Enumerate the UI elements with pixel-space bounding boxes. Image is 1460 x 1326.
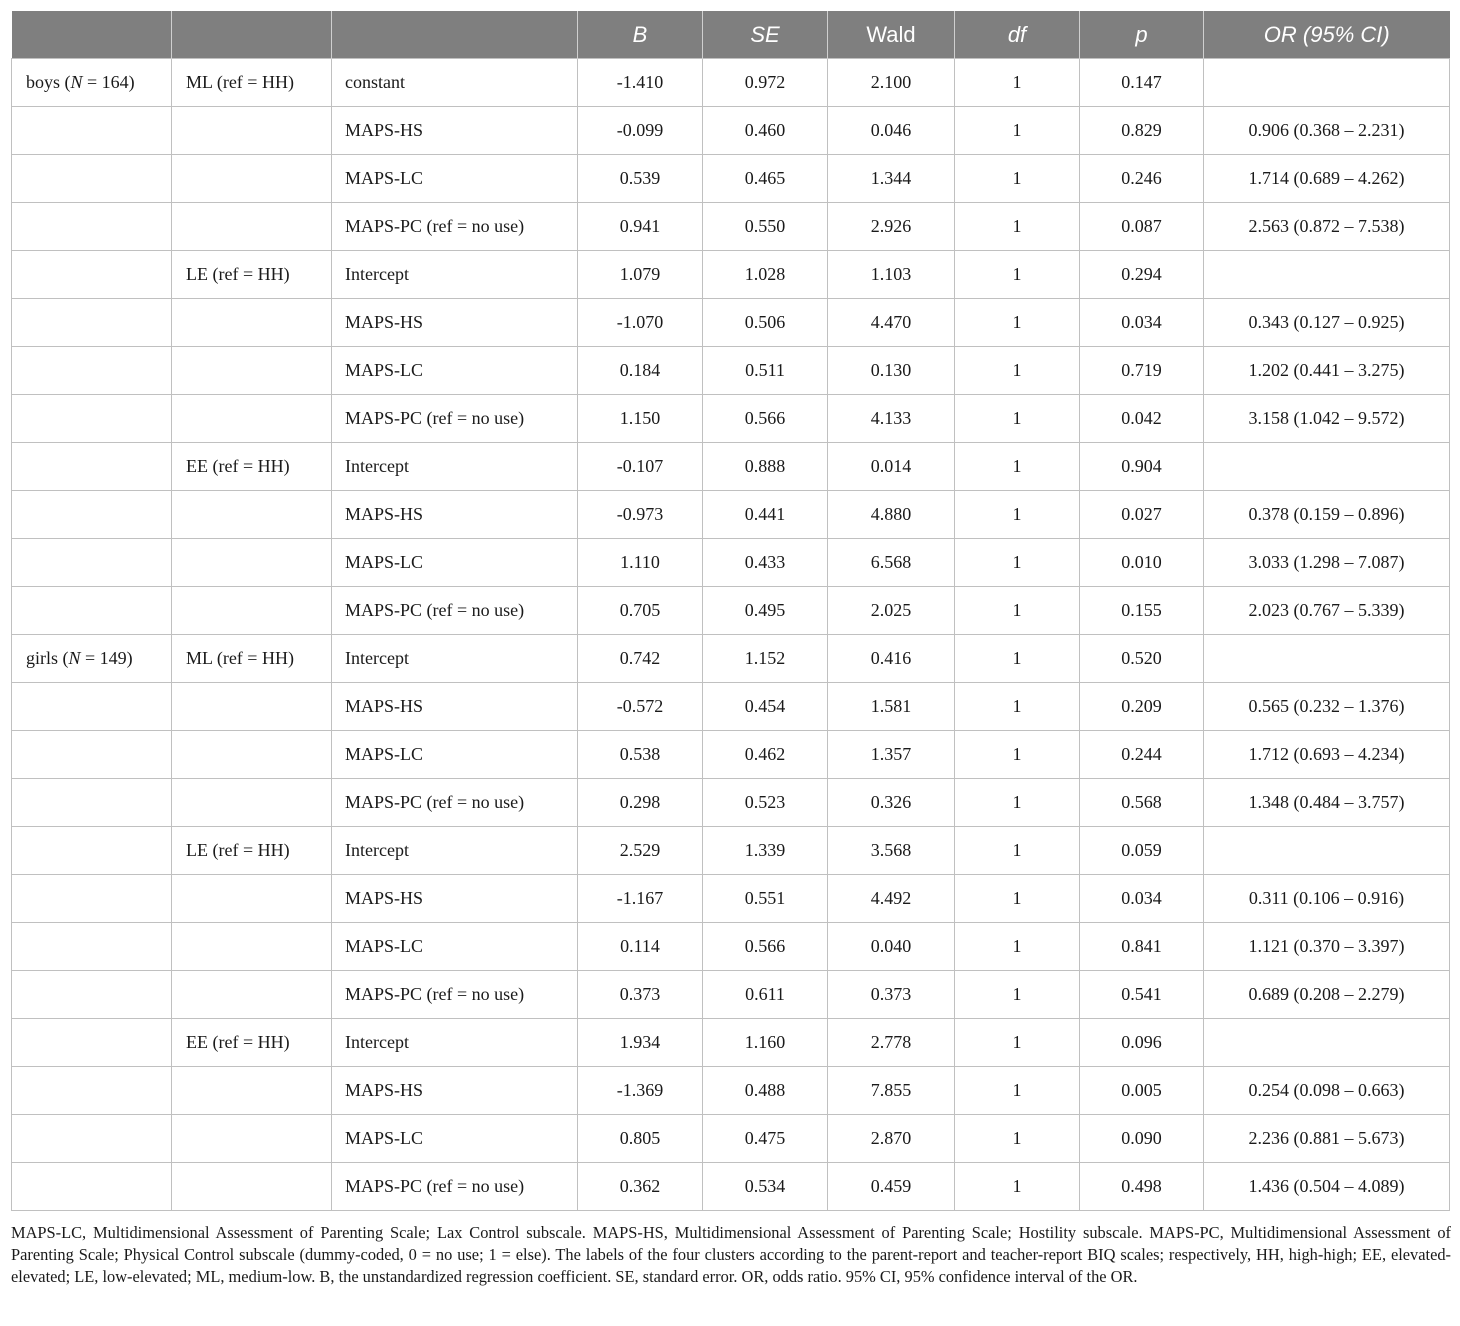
- se-cell: 0.972: [703, 59, 828, 107]
- df-cell: 1: [955, 971, 1080, 1019]
- p-cell: 0.520: [1080, 635, 1204, 683]
- table-row: [12, 59, 1450, 107]
- or-cell: 2.236 (0.881 – 5.673): [1204, 1115, 1450, 1163]
- p-cell: 0.059: [1080, 827, 1204, 875]
- term-cell: Intercept: [332, 251, 578, 299]
- wald-cell: 3.568: [828, 827, 955, 875]
- df-cell: 1: [955, 1019, 1080, 1067]
- se-cell: 0.462: [703, 731, 828, 779]
- regression-table: [11, 11, 1450, 1211]
- b-cell: 0.362: [578, 1163, 703, 1211]
- b-cell: 1.934: [578, 1019, 703, 1067]
- wald-cell: 2.926: [828, 203, 955, 251]
- p-cell: 0.027: [1080, 491, 1204, 539]
- group-label-cell: [12, 539, 172, 587]
- b-cell: -0.099: [578, 107, 703, 155]
- p-cell: 0.090: [1080, 1115, 1204, 1163]
- se-cell: 0.433: [703, 539, 828, 587]
- df-cell: 1: [955, 923, 1080, 971]
- group-label-cell: [12, 443, 172, 491]
- group-label-cell: [12, 683, 172, 731]
- table-row: [12, 827, 1450, 875]
- wald-cell: 1.581: [828, 683, 955, 731]
- wald-cell: 2.100: [828, 59, 955, 107]
- or-cell: [1204, 635, 1450, 683]
- group-label-cell: [12, 347, 172, 395]
- se-cell: 0.511: [703, 347, 828, 395]
- b-cell: 2.529: [578, 827, 703, 875]
- b-cell: 0.539: [578, 155, 703, 203]
- df-cell: 1: [955, 491, 1080, 539]
- cluster-label-cell: [172, 683, 332, 731]
- table-row: [12, 923, 1450, 971]
- cluster-label-cell: [172, 539, 332, 587]
- group-label-cell: [12, 635, 172, 683]
- b-cell: 0.373: [578, 971, 703, 1019]
- term-cell: MAPS-HS: [332, 107, 578, 155]
- b-cell: -1.410: [578, 59, 703, 107]
- header-row: [12, 11, 1450, 59]
- p-cell: 0.147: [1080, 59, 1204, 107]
- table-row: [12, 539, 1450, 587]
- wald-cell: 2.870: [828, 1115, 955, 1163]
- cluster-label-cell: [172, 395, 332, 443]
- group-label-cell: [12, 59, 172, 107]
- cluster-label-cell: [172, 587, 332, 635]
- table-row: [12, 1115, 1450, 1163]
- or-cell: 1.202 (0.441 – 3.275): [1204, 347, 1450, 395]
- cluster-label-cell: EE (ref = HH): [172, 443, 332, 491]
- cluster-label-cell: [172, 347, 332, 395]
- table-row: [12, 443, 1450, 491]
- term-cell: MAPS-PC (ref = no use): [332, 971, 578, 1019]
- p-cell: 0.568: [1080, 779, 1204, 827]
- term-cell: MAPS-PC (ref = no use): [332, 779, 578, 827]
- group-label-prefix: girls (: [26, 648, 69, 668]
- p-cell: 0.541: [1080, 971, 1204, 1019]
- se-cell: 0.454: [703, 683, 828, 731]
- term-cell: MAPS-LC: [332, 731, 578, 779]
- df-cell: 1: [955, 731, 1080, 779]
- se-cell: 1.160: [703, 1019, 828, 1067]
- df-cell: 1: [955, 587, 1080, 635]
- table-row: [12, 635, 1450, 683]
- se-cell: 0.488: [703, 1067, 828, 1115]
- b-cell: -1.369: [578, 1067, 703, 1115]
- wald-cell: 0.326: [828, 779, 955, 827]
- term-cell: MAPS-PC (ref = no use): [332, 587, 578, 635]
- df-cell: 1: [955, 827, 1080, 875]
- table-row: [12, 155, 1450, 203]
- cluster-label-cell: [172, 875, 332, 923]
- or-cell: 1.348 (0.484 – 3.757): [1204, 779, 1450, 827]
- term-cell: MAPS-PC (ref = no use): [332, 395, 578, 443]
- df-cell: 1: [955, 59, 1080, 107]
- cluster-label-cell: [172, 1163, 332, 1211]
- cluster-label-cell: ML (ref = HH): [172, 59, 332, 107]
- term-cell: MAPS-LC: [332, 539, 578, 587]
- group-label-prefix: boys (: [26, 72, 71, 92]
- term-cell: MAPS-LC: [332, 1115, 578, 1163]
- or-cell: [1204, 251, 1450, 299]
- group-label-cell: [12, 1019, 172, 1067]
- or-cell: 0.689 (0.208 – 2.279): [1204, 971, 1450, 1019]
- header-df: df: [955, 11, 1080, 59]
- df-cell: 1: [955, 107, 1080, 155]
- b-cell: -1.167: [578, 875, 703, 923]
- p-cell: 0.841: [1080, 923, 1204, 971]
- p-cell: 0.005: [1080, 1067, 1204, 1115]
- or-cell: 3.158 (1.042 – 9.572): [1204, 395, 1450, 443]
- p-cell: 0.244: [1080, 731, 1204, 779]
- group-label-cell: [12, 203, 172, 251]
- group-label-cell: [12, 299, 172, 347]
- wald-cell: 0.373: [828, 971, 955, 1019]
- b-cell: -0.107: [578, 443, 703, 491]
- se-cell: 1.152: [703, 635, 828, 683]
- cluster-label-cell: [172, 155, 332, 203]
- or-cell: 2.563 (0.872 – 7.538): [1204, 203, 1450, 251]
- term-cell: MAPS-HS: [332, 491, 578, 539]
- wald-cell: 0.014: [828, 443, 955, 491]
- group-label-cell: [12, 779, 172, 827]
- header-term: [332, 11, 578, 59]
- p-cell: 0.829: [1080, 107, 1204, 155]
- table-row: [12, 731, 1450, 779]
- cluster-label-cell: [172, 1115, 332, 1163]
- p-cell: 0.246: [1080, 155, 1204, 203]
- or-cell: [1204, 443, 1450, 491]
- b-cell: -0.973: [578, 491, 703, 539]
- p-cell: 0.096: [1080, 1019, 1204, 1067]
- table-row: [12, 1019, 1450, 1067]
- header-b: B: [578, 11, 703, 59]
- se-cell: 0.551: [703, 875, 828, 923]
- table-row: [12, 1163, 1450, 1211]
- term-cell: constant: [332, 59, 578, 107]
- df-cell: 1: [955, 251, 1080, 299]
- group-label-cell: [12, 251, 172, 299]
- or-cell: 1.121 (0.370 – 3.397): [1204, 923, 1450, 971]
- term-cell: Intercept: [332, 827, 578, 875]
- b-cell: 0.184: [578, 347, 703, 395]
- p-cell: 0.498: [1080, 1163, 1204, 1211]
- group-label-cell: [12, 827, 172, 875]
- header-cluster: [172, 11, 332, 59]
- df-cell: 1: [955, 539, 1080, 587]
- or-cell: 3.033 (1.298 – 7.087): [1204, 539, 1450, 587]
- or-cell: [1204, 827, 1450, 875]
- b-cell: 0.298: [578, 779, 703, 827]
- cluster-label-cell: LE (ref = HH): [172, 251, 332, 299]
- b-cell: 0.742: [578, 635, 703, 683]
- or-cell: 0.254 (0.098 – 0.663): [1204, 1067, 1450, 1115]
- group-label-cell: [12, 1163, 172, 1211]
- table-row: [12, 587, 1450, 635]
- cluster-label-cell: [172, 107, 332, 155]
- df-cell: 1: [955, 299, 1080, 347]
- b-cell: 0.114: [578, 923, 703, 971]
- group-label-suffix: = 164): [82, 72, 135, 92]
- se-cell: 0.465: [703, 155, 828, 203]
- table-footnote: MAPS-LC, Multidimensional Assessment of Parenting Scale; Lax Control subscale. MAPS-HS, Multidimensional Assessment of Parenting Scale; Hostility subscale. MAPS-PC, Multidimensional Assessment of Parenting Scale; Physical Control subscale (dummy-coded, 0 = no use; 1 = else). The labels of the four clusters according to the parent-report and teacher-report BIQ scales; respectively, HH, high-high; EE, elevated-elevated; LE, low-elevated; ML, medium-low. B, the unstandardized regression coefficient. SE, standard error. OR, odds ratio. 95% CI, 95% confidence interval of the OR.: [11, 1223, 1451, 1286]
- cluster-label-cell: [172, 491, 332, 539]
- p-cell: 0.904: [1080, 443, 1204, 491]
- or-cell: 0.311 (0.106 – 0.916): [1204, 875, 1450, 923]
- group-label-suffix: = 149): [80, 648, 133, 668]
- or-cell: 2.023 (0.767 – 5.339): [1204, 587, 1450, 635]
- table-row: [12, 395, 1450, 443]
- cluster-label-cell: [172, 203, 332, 251]
- se-cell: 0.475: [703, 1115, 828, 1163]
- b-cell: 0.538: [578, 731, 703, 779]
- term-cell: MAPS-LC: [332, 347, 578, 395]
- table-body: [12, 59, 1450, 1211]
- p-cell: 0.042: [1080, 395, 1204, 443]
- df-cell: 1: [955, 395, 1080, 443]
- term-cell: Intercept: [332, 635, 578, 683]
- group-label-cell: [12, 587, 172, 635]
- se-cell: 0.611: [703, 971, 828, 1019]
- table-row: [12, 491, 1450, 539]
- p-cell: 0.034: [1080, 299, 1204, 347]
- df-cell: 1: [955, 635, 1080, 683]
- se-cell: 0.566: [703, 923, 828, 971]
- table-row: [12, 251, 1450, 299]
- table-row: [12, 875, 1450, 923]
- group-label-cell: [12, 923, 172, 971]
- group-label-cell: [12, 731, 172, 779]
- cluster-label-cell: LE (ref = HH): [172, 827, 332, 875]
- group-label-cell: [12, 1067, 172, 1115]
- group-label-n: N: [70, 72, 83, 92]
- cluster-label-cell: [172, 299, 332, 347]
- or-cell: 1.714 (0.689 – 4.262): [1204, 155, 1450, 203]
- b-cell: 0.705: [578, 587, 703, 635]
- cluster-label-cell: [172, 1067, 332, 1115]
- table-row: [12, 299, 1450, 347]
- term-cell: MAPS-PC (ref = no use): [332, 203, 578, 251]
- cluster-label-cell: ML (ref = HH): [172, 635, 332, 683]
- cluster-label-cell: [172, 779, 332, 827]
- b-cell: -1.070: [578, 299, 703, 347]
- term-cell: MAPS-PC (ref = no use): [332, 1163, 578, 1211]
- p-cell: 0.209: [1080, 683, 1204, 731]
- df-cell: 1: [955, 683, 1080, 731]
- p-cell: 0.010: [1080, 539, 1204, 587]
- or-cell: [1204, 59, 1450, 107]
- se-cell: 0.566: [703, 395, 828, 443]
- wald-cell: 0.130: [828, 347, 955, 395]
- term-cell: MAPS-HS: [332, 1067, 578, 1115]
- group-label-n: N: [68, 648, 81, 668]
- df-cell: 1: [955, 443, 1080, 491]
- table-row: [12, 683, 1450, 731]
- term-cell: MAPS-HS: [332, 875, 578, 923]
- cluster-label-cell: EE (ref = HH): [172, 1019, 332, 1067]
- header-or: OR (95% CI): [1204, 11, 1450, 59]
- se-cell: 0.460: [703, 107, 828, 155]
- wald-cell: 4.133: [828, 395, 955, 443]
- table-row: [12, 107, 1450, 155]
- wald-cell: 0.416: [828, 635, 955, 683]
- regression-table-container: [11, 11, 1449, 1211]
- se-cell: 0.888: [703, 443, 828, 491]
- wald-cell: 0.046: [828, 107, 955, 155]
- term-cell: MAPS-HS: [332, 683, 578, 731]
- or-cell: 0.343 (0.127 – 0.925): [1204, 299, 1450, 347]
- wald-cell: 2.778: [828, 1019, 955, 1067]
- or-cell: 1.712 (0.693 – 4.234): [1204, 731, 1450, 779]
- p-cell: 0.155: [1080, 587, 1204, 635]
- se-cell: 1.339: [703, 827, 828, 875]
- df-cell: 1: [955, 203, 1080, 251]
- wald-cell: 2.025: [828, 587, 955, 635]
- wald-cell: 1.357: [828, 731, 955, 779]
- wald-cell: 4.492: [828, 875, 955, 923]
- wald-cell: 7.855: [828, 1067, 955, 1115]
- group-label-cell: [12, 155, 172, 203]
- header-se: SE: [703, 11, 828, 59]
- or-cell: 0.378 (0.159 – 0.896): [1204, 491, 1450, 539]
- se-cell: 0.550: [703, 203, 828, 251]
- df-cell: 1: [955, 155, 1080, 203]
- group-label-cell: [12, 875, 172, 923]
- wald-cell: 4.880: [828, 491, 955, 539]
- df-cell: 1: [955, 1163, 1080, 1211]
- p-cell: 0.719: [1080, 347, 1204, 395]
- df-cell: 1: [955, 1067, 1080, 1115]
- group-label-cell: [12, 395, 172, 443]
- term-cell: MAPS-LC: [332, 923, 578, 971]
- wald-cell: 0.040: [828, 923, 955, 971]
- b-cell: 1.150: [578, 395, 703, 443]
- table-row: [12, 347, 1450, 395]
- term-cell: Intercept: [332, 1019, 578, 1067]
- b-cell: 0.805: [578, 1115, 703, 1163]
- wald-cell: 1.103: [828, 251, 955, 299]
- or-cell: [1204, 1019, 1450, 1067]
- or-cell: 1.436 (0.504 – 4.089): [1204, 1163, 1450, 1211]
- header-group: [12, 11, 172, 59]
- df-cell: 1: [955, 1115, 1080, 1163]
- group-label-cell: [12, 1115, 172, 1163]
- se-cell: 0.506: [703, 299, 828, 347]
- wald-cell: 6.568: [828, 539, 955, 587]
- cluster-label-cell: [172, 971, 332, 1019]
- b-cell: 1.079: [578, 251, 703, 299]
- table-row: [12, 779, 1450, 827]
- term-cell: Intercept: [332, 443, 578, 491]
- df-cell: 1: [955, 875, 1080, 923]
- se-cell: 0.495: [703, 587, 828, 635]
- table-row: [12, 203, 1450, 251]
- b-cell: -0.572: [578, 683, 703, 731]
- p-cell: 0.034: [1080, 875, 1204, 923]
- se-cell: 1.028: [703, 251, 828, 299]
- group-label-cell: [12, 971, 172, 1019]
- cluster-label-cell: [172, 731, 332, 779]
- or-cell: 0.565 (0.232 – 1.376): [1204, 683, 1450, 731]
- df-cell: 1: [955, 347, 1080, 395]
- header-p: p: [1080, 11, 1204, 59]
- df-cell: 1: [955, 779, 1080, 827]
- se-cell: 0.441: [703, 491, 828, 539]
- wald-cell: 0.459: [828, 1163, 955, 1211]
- se-cell: 0.534: [703, 1163, 828, 1211]
- wald-cell: 4.470: [828, 299, 955, 347]
- term-cell: MAPS-HS: [332, 299, 578, 347]
- group-label-cell: [12, 491, 172, 539]
- b-cell: 0.941: [578, 203, 703, 251]
- cluster-label-cell: [172, 923, 332, 971]
- table-row: [12, 1067, 1450, 1115]
- term-cell: MAPS-LC: [332, 155, 578, 203]
- wald-cell: 1.344: [828, 155, 955, 203]
- group-label-cell: [12, 107, 172, 155]
- se-cell: 0.523: [703, 779, 828, 827]
- p-cell: 0.294: [1080, 251, 1204, 299]
- table-row: [12, 971, 1450, 1019]
- or-cell: 0.906 (0.368 – 2.231): [1204, 107, 1450, 155]
- p-cell: 0.087: [1080, 203, 1204, 251]
- header-wald: Wald: [828, 11, 955, 59]
- b-cell: 1.110: [578, 539, 703, 587]
